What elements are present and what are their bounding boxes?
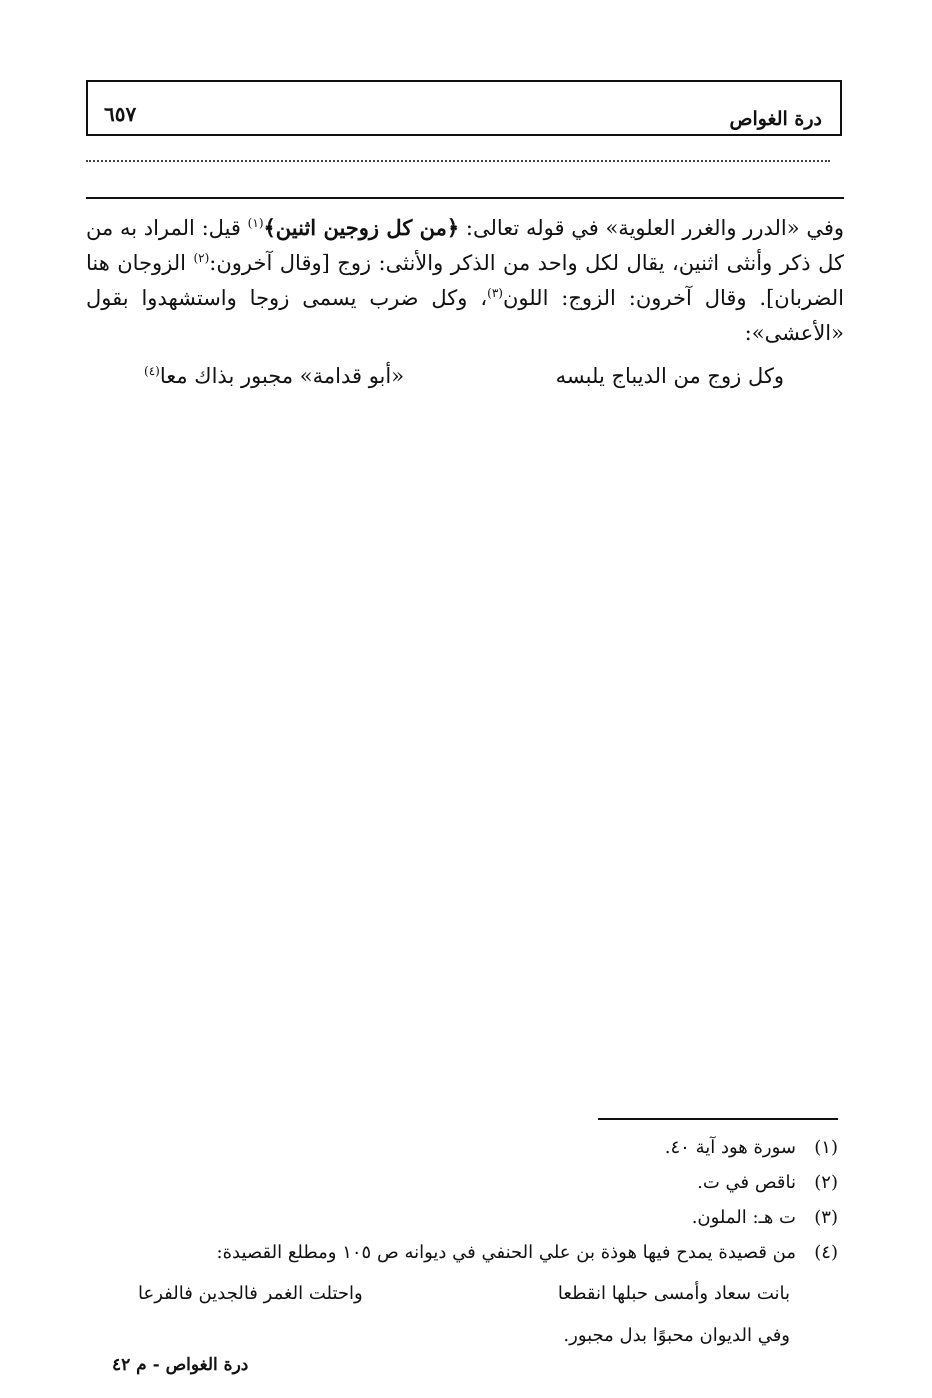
paragraph [86,210,844,351]
footnotes [138,1130,838,1353]
footnote-extra-note: وفي الديوان محبوًا بدل مجبور. [563,1325,790,1346]
footnote-verse-second: واحتلت الغمر فالجدين فالفرعا [138,1283,363,1304]
footnote-item [138,1235,838,1270]
footnote-number: (٤) [814,1242,838,1263]
footnote-ref-4: (٤) [144,364,160,378]
text-segment: وفي «الدرر والغرر العلوية» في قوله تعالى: [459,216,844,240]
header-rule [86,197,844,199]
footnote-rule [598,1118,838,1120]
footnote-text: من قصيدة يمدح فيها هوذة بن علي الحنفي في ديوانه ص ١٠٥ ومطلع القصيدة: [216,1242,796,1263]
footnote-item [138,1130,838,1165]
verse-first-hemistich: وكل زوج من الديباج يلبسه [555,364,784,388]
page-number: ٦٥٧ [104,102,137,126]
text-segment: الزوجان هنا الضربان]. وقال آخرون: الزوج: اللون [86,251,844,310]
verse-second-hemistich-wrap [144,364,404,388]
footnote-text: ناقص في ت. [697,1172,796,1193]
footer-signature: درة الغواص - م ٤٢ [112,1355,249,1375]
main-paragraph [86,210,844,351]
footnote-number: (٢) [814,1172,838,1193]
header-title: درة الغواص [729,108,822,130]
quran-quote: ﴿من كل زوجين اثنين﴾ [263,215,460,240]
footnote-item [138,1200,838,1235]
text-segment: قيل: المراد به من كل ذكر وأنثى اثنين، يقال لكل واحد من الذكر والأنثى: زوج [وقال آخرون: [86,216,844,275]
poetry-verse [144,364,784,400]
footnote-text: ت هـ: الملون. [691,1207,796,1228]
footnote-verse [138,1270,790,1312]
verse-second-hemistich: «أبو قدامة» مجبور بذاك معا [159,364,405,388]
running-header [86,80,842,136]
footnote-verse-first: بانت سعاد وأمسى حبلها انقطعا [557,1283,790,1304]
footnote-ref-1: (١) [247,216,264,230]
footnote-ref-2: (٢) [193,251,210,265]
footnote-item [138,1165,838,1200]
footnote-text: سورة هود آية ٤٠. [664,1137,796,1158]
footnote-number: (٣) [814,1207,838,1228]
dotted-divider [86,160,830,162]
footnote-number: (١) [814,1137,838,1158]
footnote-ref-3: (٣) [487,286,503,300]
text-segment: ، وكل ضرب يسمى زوجا واستشهدوا بقول «الأعشى»: [86,286,844,345]
